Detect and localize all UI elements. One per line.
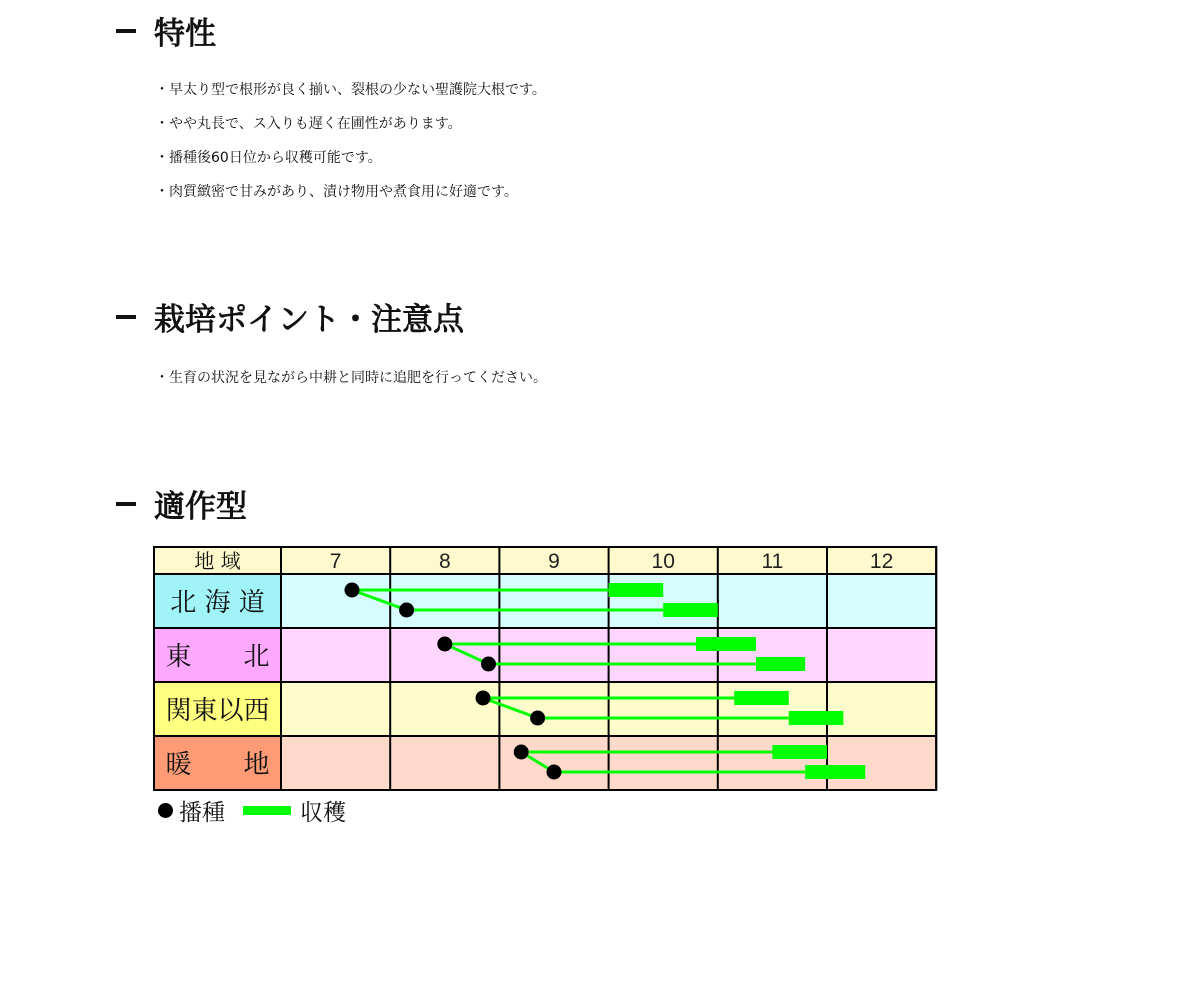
region-name: 北 海 道	[170, 588, 265, 618]
heading-text: 特性	[154, 16, 216, 52]
header-month-10: 10	[651, 550, 675, 573]
cultivation-list	[155, 368, 547, 402]
sow-dot	[399, 603, 414, 618]
legend-sow-label: 播種	[179, 800, 225, 826]
harvest-bar	[756, 657, 805, 671]
sow-dot-icon	[158, 803, 173, 818]
header-row	[154, 547, 936, 574]
sow-dot	[344, 583, 359, 598]
harvest-bar-icon	[243, 806, 291, 815]
harvest-bar	[789, 711, 844, 725]
region-name: 暖 地	[165, 750, 270, 780]
dash-icon	[116, 315, 136, 319]
characteristics-list	[155, 80, 546, 216]
harvest-bar	[696, 637, 756, 651]
sow-dot	[481, 657, 496, 672]
heading-text: 適作型	[154, 489, 247, 525]
header-month-7: 7	[329, 550, 342, 573]
harvest-bar	[805, 765, 865, 779]
list-item: ・播種後60日位から収穫可能です。	[155, 150, 382, 166]
sow-dot	[547, 765, 562, 780]
heading-text: 栽培ポイント・注意点	[154, 302, 464, 338]
list-item: ・早太り型で根形が良く揃い、裂根の少ない聖護院大根です。	[155, 82, 546, 98]
sow-dot	[530, 711, 545, 726]
sow-dot	[514, 745, 529, 760]
chart-legend	[158, 794, 346, 827]
header-month-12: 12	[869, 550, 894, 573]
harvest-bar	[734, 691, 789, 705]
header-month-8: 8	[438, 550, 451, 573]
heading-cropping-type	[116, 481, 247, 526]
region-name: 東 北	[165, 642, 270, 672]
heading-cultivation-points	[116, 294, 464, 339]
harvest-bar	[772, 745, 827, 759]
heading-characteristics	[116, 8, 216, 53]
header-region-label: 地 域	[194, 549, 241, 573]
harvest-bar	[609, 583, 664, 597]
dash-icon	[116, 29, 136, 33]
legend-harvest-label: 収穫	[300, 800, 346, 826]
header-month-9: 9	[548, 550, 560, 573]
harvest-bar	[663, 603, 718, 617]
list-item: ・肉質緻密で甘みがあり、漬け物用や煮食用に好適です。	[155, 184, 518, 200]
dash-icon	[116, 502, 136, 506]
cropping-schedule-chart	[153, 546, 939, 792]
list-item: ・やや丸長で、ス入りも遅く在圃性があります。	[155, 116, 462, 132]
region-name: 関東以西	[165, 696, 270, 726]
list-item: ・生育の状況を見ながら中耕と同時に追肥を行ってください。	[155, 370, 547, 386]
header-month-11: 11	[761, 550, 784, 573]
sow-dot	[476, 691, 491, 706]
sow-dot	[437, 637, 452, 652]
